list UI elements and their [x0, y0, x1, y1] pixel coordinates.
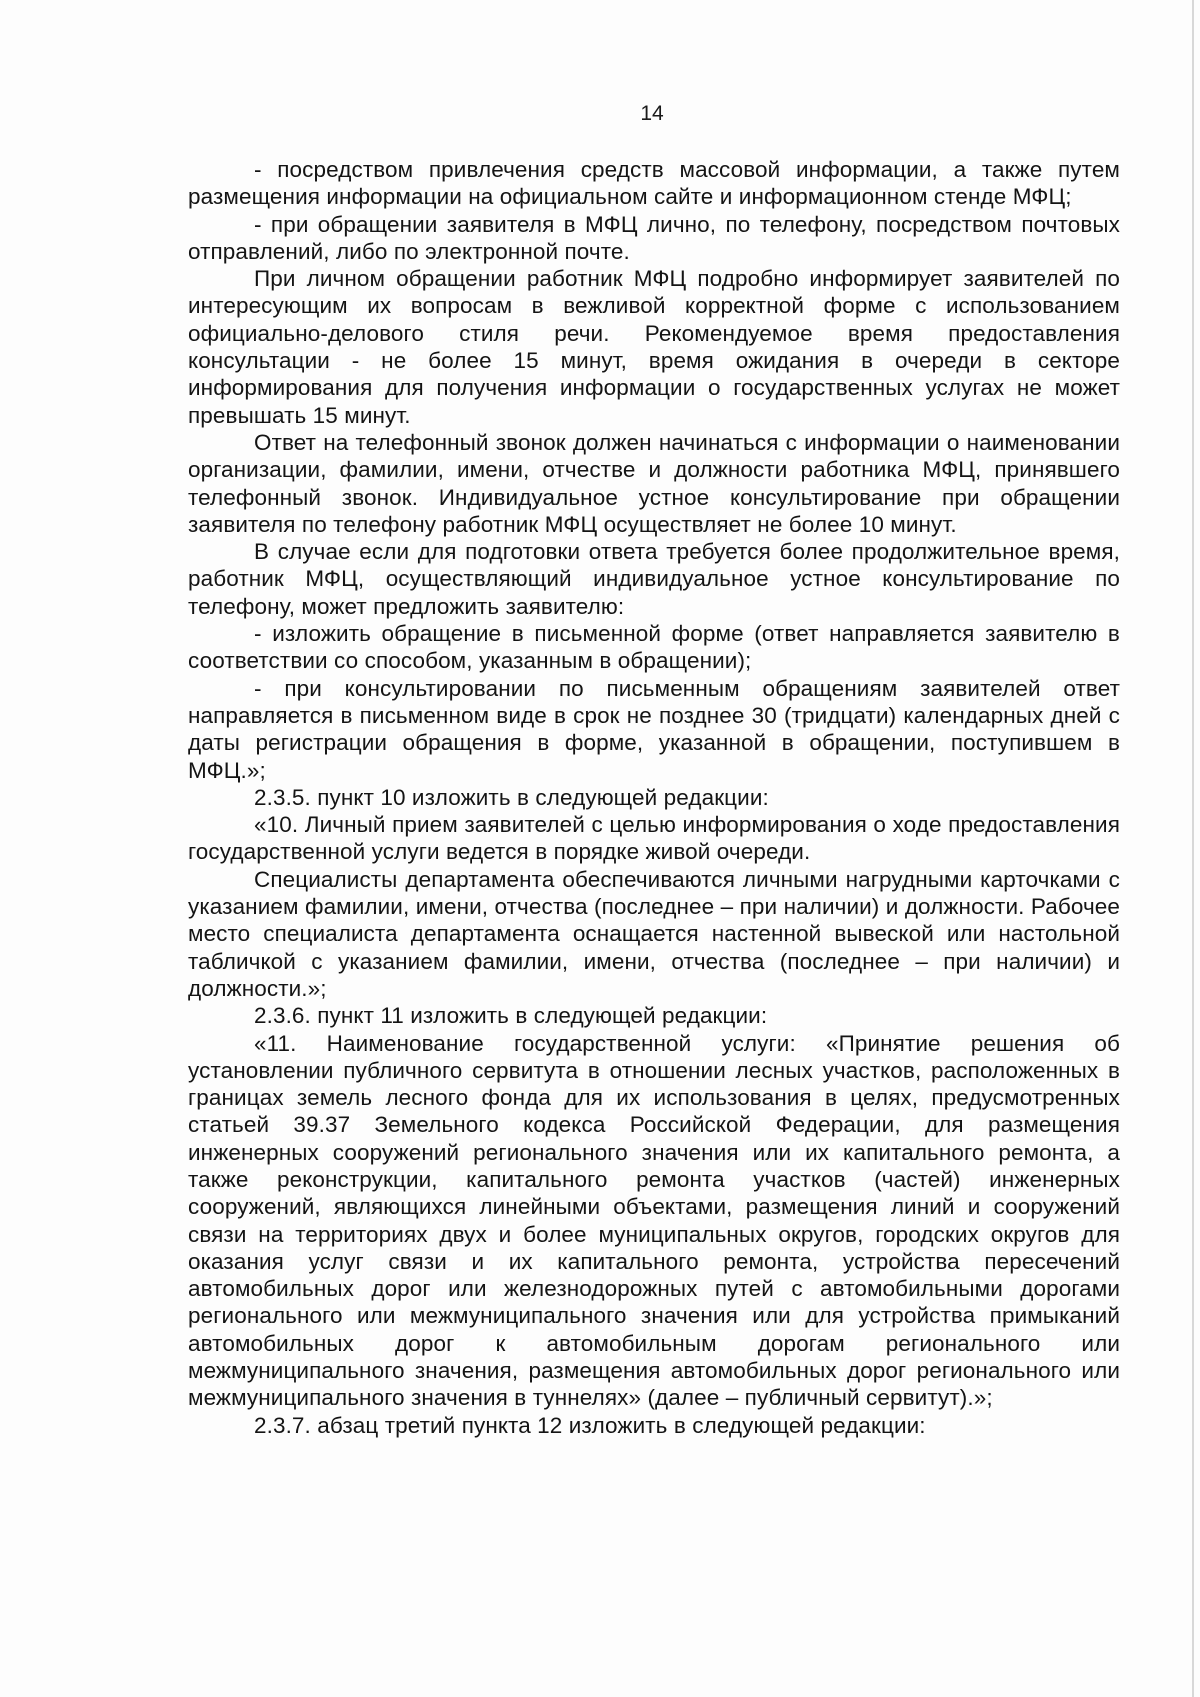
paragraph-clause-2-3-5: 2.3.5. пункт 10 изложить в следующей редакции: — [254, 784, 769, 810]
paragraph-clause-2-3-7: 2.3.7. абзац третий пункта 12 изложить в следующей редакции: — [254, 1412, 926, 1438]
page-edge-shadow — [1192, 0, 1194, 1697]
page-number: 14 — [640, 102, 664, 125]
paragraph-item-10: «10. Личный прием заявителей с целью информирования о ходе предоставления государственной услуги ведется в порядке живой очереди. — [188, 812, 1120, 865]
paragraph-clause-2-3-6: 2.3.6. пункт 11 изложить в следующей редакции: — [254, 1003, 768, 1029]
document-body — [188, 156, 1120, 1439]
paragraph-phone-answer: Ответ на телефонный звонок должен начинаться с информации о наименовании организации, фамилии, имени, отчестве и должности работника МФЦ, принявшего телефонный звонок. Индивидуальное устное консультирование при обращении заявителя по телефону работник МФЦ осуществляет не более 10 минут. — [188, 429, 1120, 537]
paragraph-personal-consultation: При личном обращении работник МФЦ подробно информирует заявителей по интересующим их вопросам в вежливой корректной форме с использованием официально-делового стиля речи. Рекомендуемое время предоставления консультации - не более 15 минут, время ожидания в очереди в секторе информирования для получения информации о государственных услугах не может превышать 15 минут. — [188, 266, 1120, 428]
paragraph-personal-appeal: - при обращении заявителя в МФЦ лично, по телефону, посредством почтовых отправлений, либо по электронной почте. — [188, 211, 1120, 264]
paragraph-item-11: «11. Наименование государственной услуги: «Принятие решения об установлении публичного сервитута в отношении лесных участков, расположенных в границах земель лесного фонда для их использования в целях, предусмотренных статьей 39.37 Земельного кодекса Российской Федерации, для размещения инженерных сооружений регионального значения или их капитального ремонта, а также реконструкции, капитального ремонта участков (частей) инженерных сооружений, являющихся линейными объектами, размещения линий и сооружений связи на территориях двух и более муниципальных округов, городских округов для оказания услуг связи и их капитального ремонта, устройства пересечений автомобильных дорог или железнодорожных путей с автомобильными дорогами регионального или межмуниципального значения или для устройства примыканий автомобильных дорог к автомобильным дорогам регионального или межмуниципального значения, размещения автомобильных дорог регионального или межмуниципального значения в туннелях» (далее – публичный сервитут).»; — [188, 1030, 1120, 1411]
paragraph-specialists: Специалисты департамента обеспечиваются личными нагрудными карточками с указанием фамилии, имени, отчества (последнее – при наличии) и должности. Рабочее место специалиста департамента оснащается настенной вывеской или настольной табличкой с указанием фамилии, имени, отчества (последнее – при наличии) и должности.»; — [188, 866, 1120, 1001]
paragraph-written-form: - изложить обращение в письменной форме (ответ направляется заявителю в соответствии со способом, указанным в обращении); — [188, 621, 1120, 674]
paragraph-written-appeals: - при консультировании по письменным обращениям заявителей ответ направляется в письменном виде в срок не позднее 30 (тридцати) календарных дней с даты регистрации обращения в форме, указанной в обращении, поступившем в МФЦ.»; — [188, 675, 1120, 783]
paragraph-longer-time: В случае если для подготовки ответа требуется более продолжительное время, работник МФЦ, осуществляющий индивидуальное устное консультирование по телефону, может предложить заявителю: — [188, 539, 1120, 619]
paragraph-mass-media: - посредством привлечения средств массовой информации, а также путем размещения информации на официальном сайте и информационном стенде МФЦ; — [188, 157, 1120, 210]
